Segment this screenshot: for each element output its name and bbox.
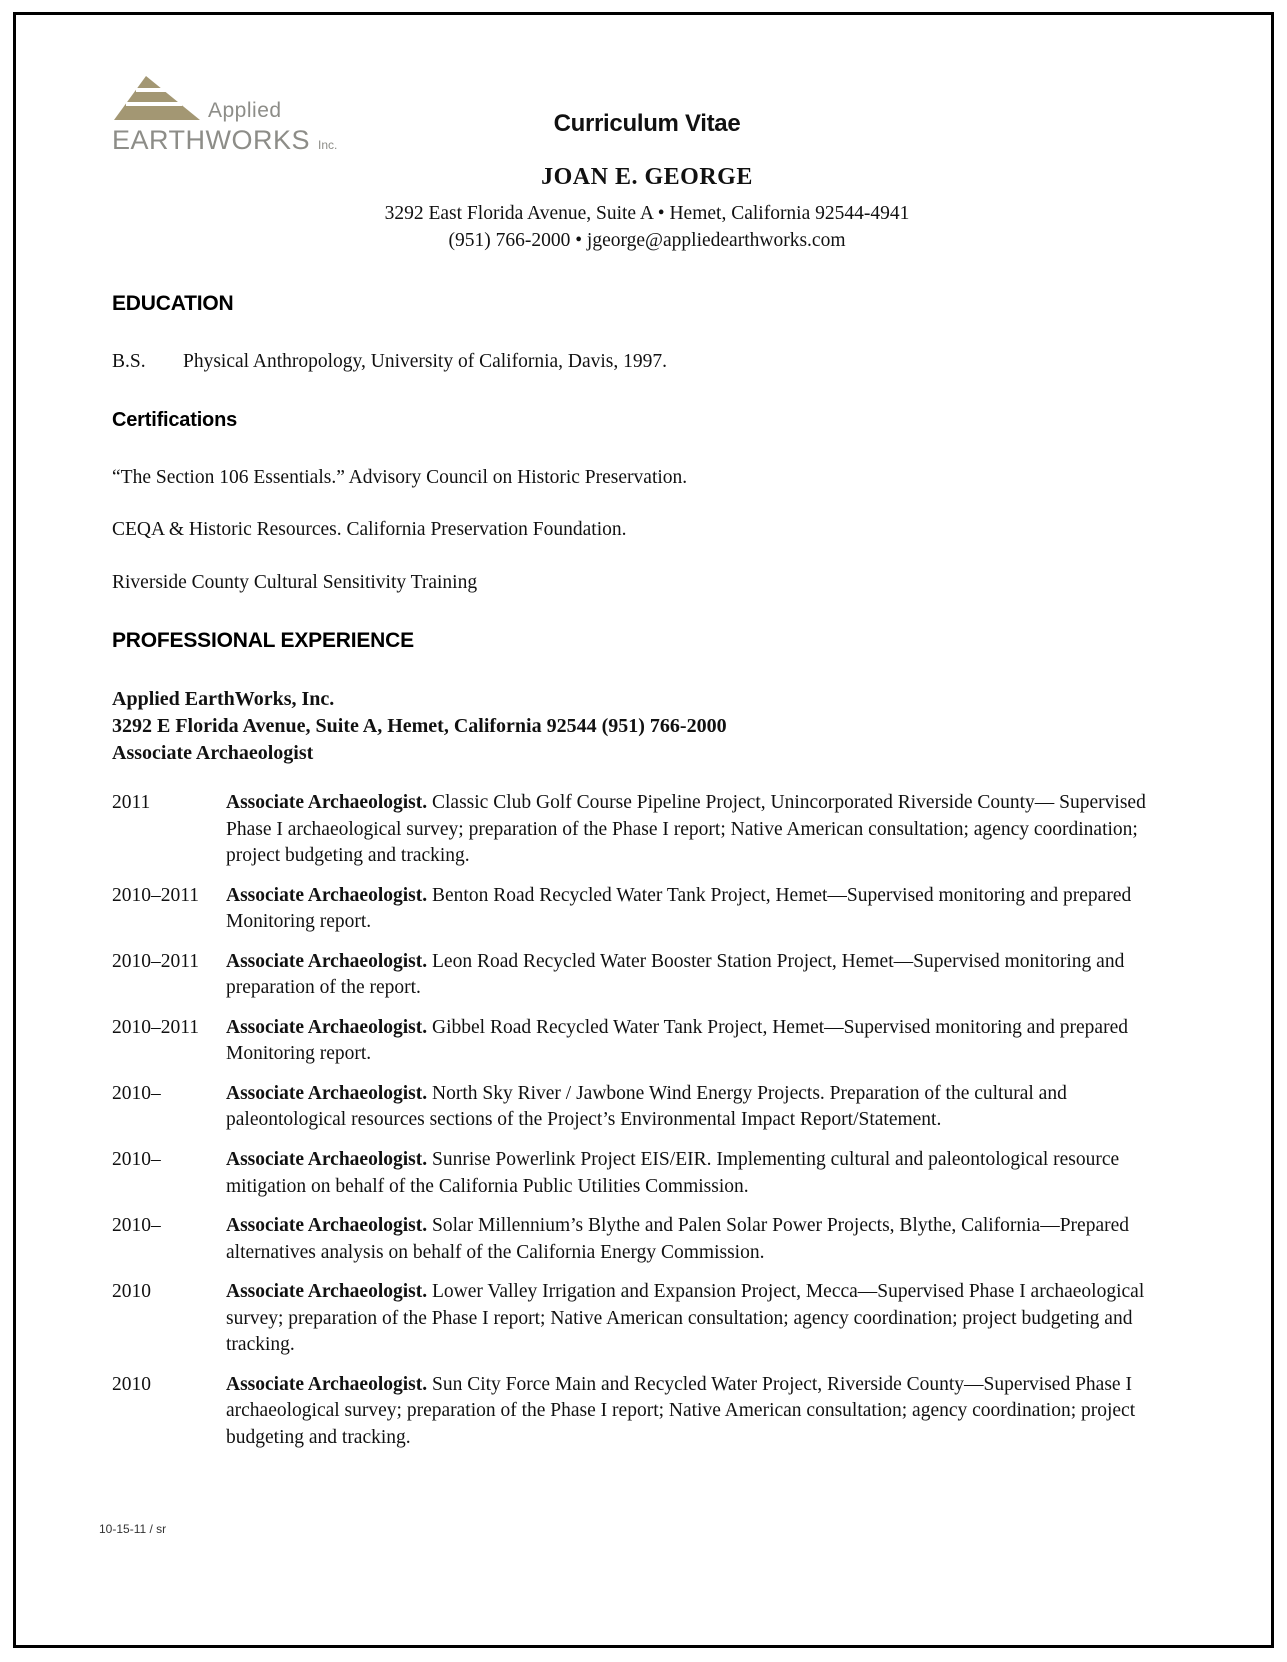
entry-description: Lower Valley Irrigation and Expansion Project, Mecca—Supervised Phase I archaeological survey; preparation of the Phase I report; Native American consultation; agency coordination; project budgeting and tracking. bbox=[226, 1281, 1145, 1356]
document-type-title: Curriculum Vitae bbox=[553, 110, 741, 137]
entry-role: Associate Archaeologist. bbox=[226, 1082, 428, 1104]
company-logo bbox=[112, 74, 338, 155]
footer-revision-note: 10-15-11 / sr bbox=[99, 1522, 167, 1536]
employer-block bbox=[112, 686, 1182, 766]
employer-title: Associate Archaeologist bbox=[112, 741, 314, 764]
logo-earthworks-text: EARTHWORKS Inc. bbox=[112, 125, 338, 155]
entry-role: Associate Archaeologist. bbox=[226, 792, 428, 814]
experience-entry bbox=[112, 1015, 1182, 1068]
entry-text bbox=[226, 790, 1182, 870]
entry-description: Sun City Force Main and Recycled Water Project, Riverside County—Supervised Phase I archaeological survey; preparation of the Phase I report; Native American consultation; agency coordination; project budgeting and tracking. bbox=[226, 1373, 1136, 1448]
entry-description: Classic Club Golf Course Pipeline Project, Unincorporated Riverside County— Supervised Phase I archaeological survey; preparation of the Phase I report; Native American consultation; agency coordination; project budgeting and tracking. bbox=[226, 792, 1146, 867]
entry-description: Solar Millennium’s Blythe and Palen Solar Power Projects, Blythe, California—Prepared alternatives analysis on behalf of the California Energy Commission. bbox=[226, 1215, 1130, 1263]
certification-item: CEQA & Historic Resources. California Preservation Foundation. bbox=[112, 519, 627, 541]
entry-text bbox=[226, 1213, 1182, 1266]
page-content bbox=[13, 12, 1274, 1648]
entry-description: Leon Road Recycled Water Booster Station Project, Hemet—Supervised monitoring and preparation of the report. bbox=[226, 950, 1125, 999]
entry-role: Associate Archaeologist. bbox=[226, 884, 428, 906]
entry-text bbox=[226, 1279, 1182, 1359]
entry-text bbox=[226, 883, 1182, 936]
entry-years: 2010– bbox=[112, 1082, 161, 1104]
experience-entries bbox=[112, 790, 1182, 1451]
entry-role: Associate Archaeologist. bbox=[226, 1373, 428, 1395]
header bbox=[112, 64, 1182, 254]
experience-section bbox=[112, 629, 1182, 1451]
certification-item: Riverside County Cultural Sensitivity Training bbox=[112, 571, 478, 593]
experience-heading: PROFESSIONAL EXPERIENCE bbox=[112, 628, 414, 652]
education-heading: EDUCATION bbox=[112, 291, 234, 315]
experience-entry bbox=[112, 883, 1182, 936]
entry-description: Gibbel Road Recycled Water Tank Project, Hemet—Supervised monitoring and prepared Monitoring report. bbox=[226, 1016, 1128, 1065]
entry-years: 2010–2011 bbox=[112, 1016, 200, 1038]
entry-text bbox=[226, 1372, 1182, 1452]
experience-entry bbox=[112, 790, 1182, 870]
entry-years: 2010–2011 bbox=[112, 884, 200, 906]
entry-role: Associate Archaeologist. bbox=[226, 950, 428, 972]
experience-entry bbox=[112, 949, 1182, 1002]
person-address: 3292 East Florida Avenue, Suite A • Hemet, California 92544-4941 bbox=[384, 203, 910, 224]
entry-role: Associate Archaeologist. bbox=[226, 1215, 428, 1237]
logo-inc-text: Inc. bbox=[318, 138, 338, 152]
entry-text bbox=[226, 1015, 1182, 1068]
certifications-section bbox=[112, 409, 1182, 596]
certifications-heading: Certifications bbox=[112, 409, 238, 431]
entry-text bbox=[226, 1081, 1182, 1134]
entry-text bbox=[226, 949, 1182, 1002]
person-name: JOAN E. GEORGE bbox=[541, 164, 753, 190]
entry-years: 2010– bbox=[112, 1215, 161, 1237]
education-section bbox=[112, 292, 1182, 375]
entry-role: Associate Archaeologist. bbox=[226, 1281, 428, 1303]
entry-description: Benton Road Recycled Water Tank Project, Hemet—Supervised monitoring and prepared Monitoring report. bbox=[226, 884, 1132, 933]
experience-entry bbox=[112, 1081, 1182, 1134]
entry-years: 2010– bbox=[112, 1149, 161, 1170]
logo-applied-text: Applied bbox=[208, 99, 282, 122]
entry-years: 2011 bbox=[112, 792, 151, 814]
certification-item: “The Section 106 Essentials.” Advisory Council on Historic Preservation. bbox=[112, 467, 688, 488]
entry-years: 2010 bbox=[112, 1373, 151, 1395]
experience-entry bbox=[112, 1279, 1182, 1359]
experience-entry bbox=[112, 1213, 1182, 1266]
experience-entry bbox=[112, 1147, 1182, 1200]
education-item bbox=[112, 349, 1182, 375]
experience-entry bbox=[112, 1372, 1182, 1452]
degree-detail: Physical Anthropology, University of California, Davis, 1997. bbox=[183, 350, 668, 372]
entry-text bbox=[226, 1147, 1182, 1200]
entry-years: 2010–2011 bbox=[112, 950, 200, 972]
entry-description: North Sky River / Jawbone Wind Energy Projects. Preparation of the cultural and paleontological resources sections of the Project’s Environmental Impact Report/Statement. bbox=[226, 1082, 1067, 1131]
entry-years: 2010 bbox=[112, 1281, 151, 1303]
person-contact: (951) 766-2000 • jgeorge@appliedearthworks.com bbox=[448, 230, 846, 252]
entry-role: Associate Archaeologist. bbox=[226, 1149, 428, 1170]
employer-address: 3292 E Florida Avenue, Suite A, Hemet, California 92544 (951) 766-2000 bbox=[112, 714, 727, 737]
degree-label: B.S. bbox=[112, 350, 146, 372]
entry-role: Associate Archaeologist. bbox=[226, 1016, 428, 1038]
logo-triangle-icon bbox=[112, 74, 200, 125]
entry-description: Sunrise Powerlink Project EIS/EIR. Implementing cultural and paleontological resource mitigation on behalf of the California Public Utilities Commission. bbox=[226, 1149, 1120, 1197]
employer-name: Applied EarthWorks, Inc. bbox=[112, 687, 335, 710]
